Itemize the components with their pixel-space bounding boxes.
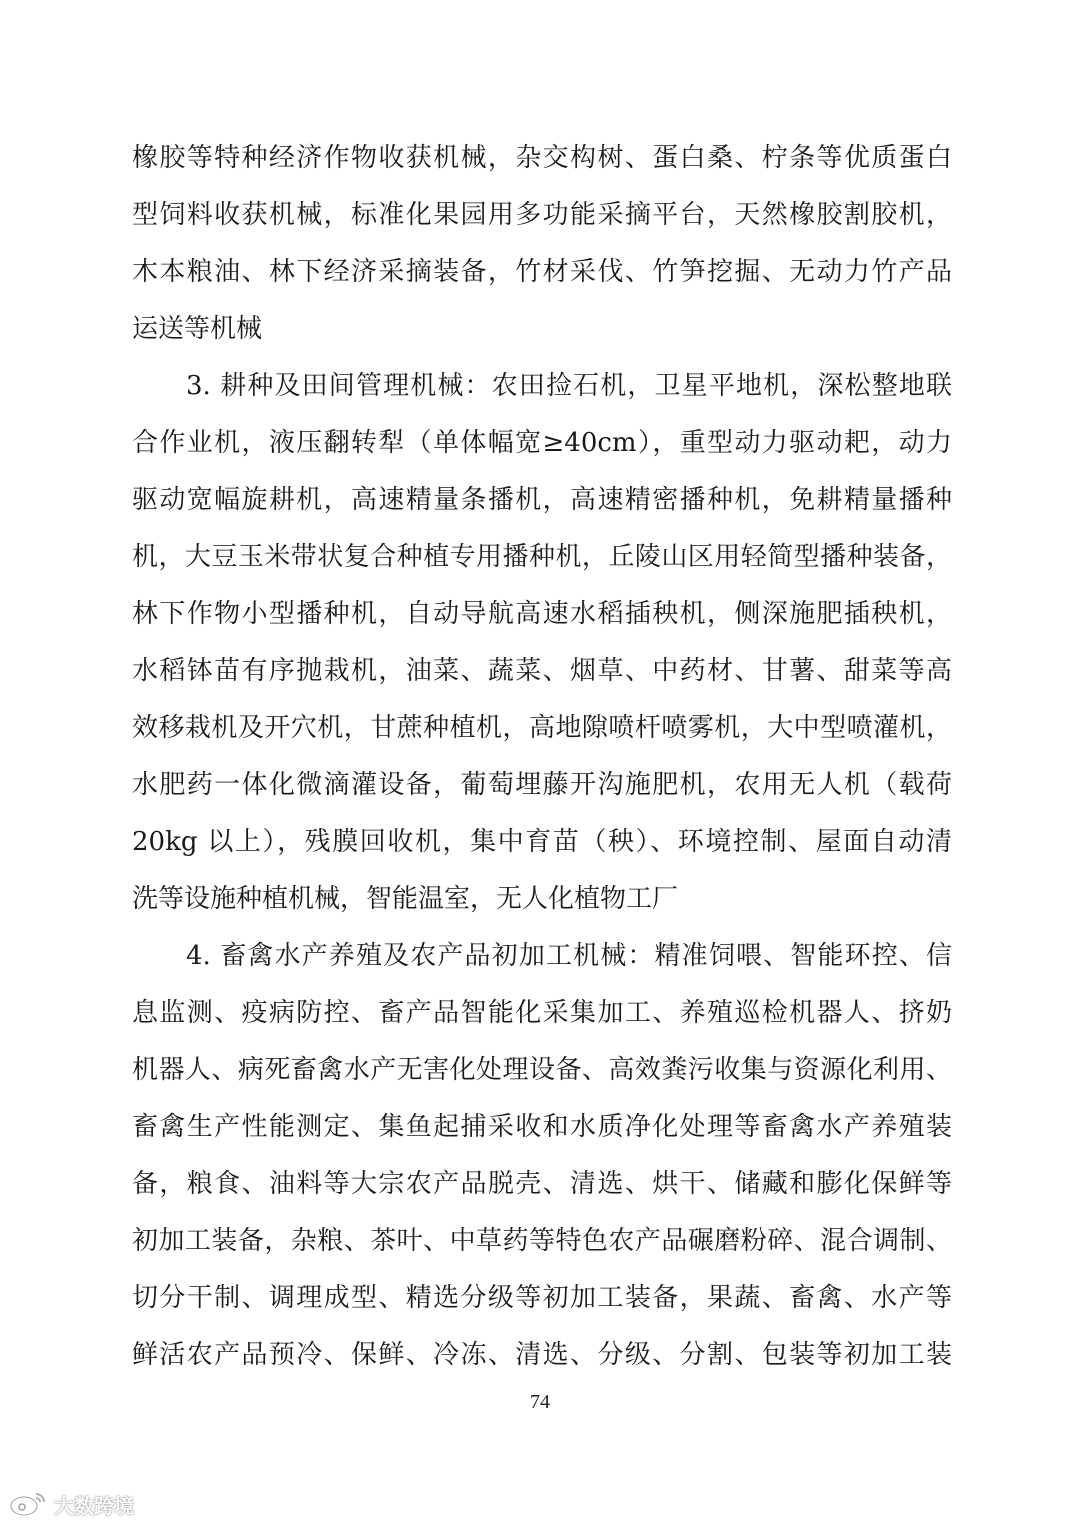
watermark: [8, 1488, 134, 1520]
text-line: 驱动宽幅旋耕机，高速精量条播机，高速精密播种机，免耕精量播种: [132, 485, 952, 515]
text-line: 木本粮油、林下经济采摘装备，竹材采伐、竹笋挖掘、无动力竹产品: [132, 257, 952, 287]
text-line: 20kg 以上），残膜回收机，集中育苗（秧）、环境控制、屋面自动清: [132, 827, 952, 857]
text-line: 运送等机械: [132, 314, 263, 344]
text-line: 切分干制、调理成型、精选分级等初加工装备，果蔬、畜禽、水产等: [132, 1283, 952, 1313]
text-line: 林下作物小型播种机，自动导航高速水稻插秧机，侧深施肥插秧机，: [132, 599, 952, 629]
text-line: 初加工装备，杂粮、茶叶、中草药等特色农产品碾磨粉碎、混合调制、: [132, 1226, 952, 1256]
section-heading-line: 4. 畜禽水产养殖及农产品初加工机械：精准饲喂、智能环控、信: [186, 941, 952, 971]
text-line: 鲜活农产品预冷、保鲜、冷冻、清选、分级、分割、包装等初加工装: [132, 1340, 952, 1370]
text-line: 效移栽机及开穴机，甘蔗种植机，高地隙喷杆喷雾机，大中型喷灌机，: [132, 713, 952, 743]
text-line: 合作业机，液压翻转犁（单体幅宽≥40cm），重型动力驱动耙，动力: [132, 428, 952, 458]
text-line: 水肥药一体化微滴灌设备，葡萄埋藤开沟施肥机，农用无人机（载荷: [132, 770, 952, 800]
text-line: 畜禽生产性能测定、集鱼起捕采收和水质净化处理等畜禽水产养殖装: [132, 1112, 952, 1142]
text-line: 洗等设施种植机械，智能温室，无人化植物工厂: [132, 884, 679, 914]
text-line: 息监测、疫病防控、畜产品智能化采集加工、养殖巡检机器人、挤奶: [132, 998, 952, 1028]
text-line: 机器人、病死畜禽水产无害化处理设备、高效粪污收集与资源化利用、: [132, 1055, 952, 1085]
weibo-logo-icon: [8, 1490, 48, 1518]
text-line: 橡胶等特种经济作物收获机械，杂交构树、蛋白桑、柠条等优质蛋白: [132, 143, 952, 173]
watermark-text: 大数跨境: [54, 1493, 134, 1518]
text-line: 备，粮食、油料等大宗农产品脱壳、清选、烘干、储藏和膨化保鲜等: [132, 1169, 952, 1199]
text-line: 型饲料收获机械，标准化果园用多功能采摘平台，天然橡胶割胶机，: [132, 200, 952, 230]
section-heading-line: 3. 耕种及田间管理机械：农田捡石机，卫星平地机，深松整地联: [186, 371, 952, 401]
text-line: 机，大豆玉米带状复合种植专用播种机，丘陵山区用轻简型播种装备，: [132, 542, 952, 572]
page-number: 74: [530, 1391, 550, 1413]
text-line: 水稻钵苗有序抛栽机，油菜、蔬菜、烟草、中药材、甘薯、甜菜等高: [132, 656, 952, 686]
